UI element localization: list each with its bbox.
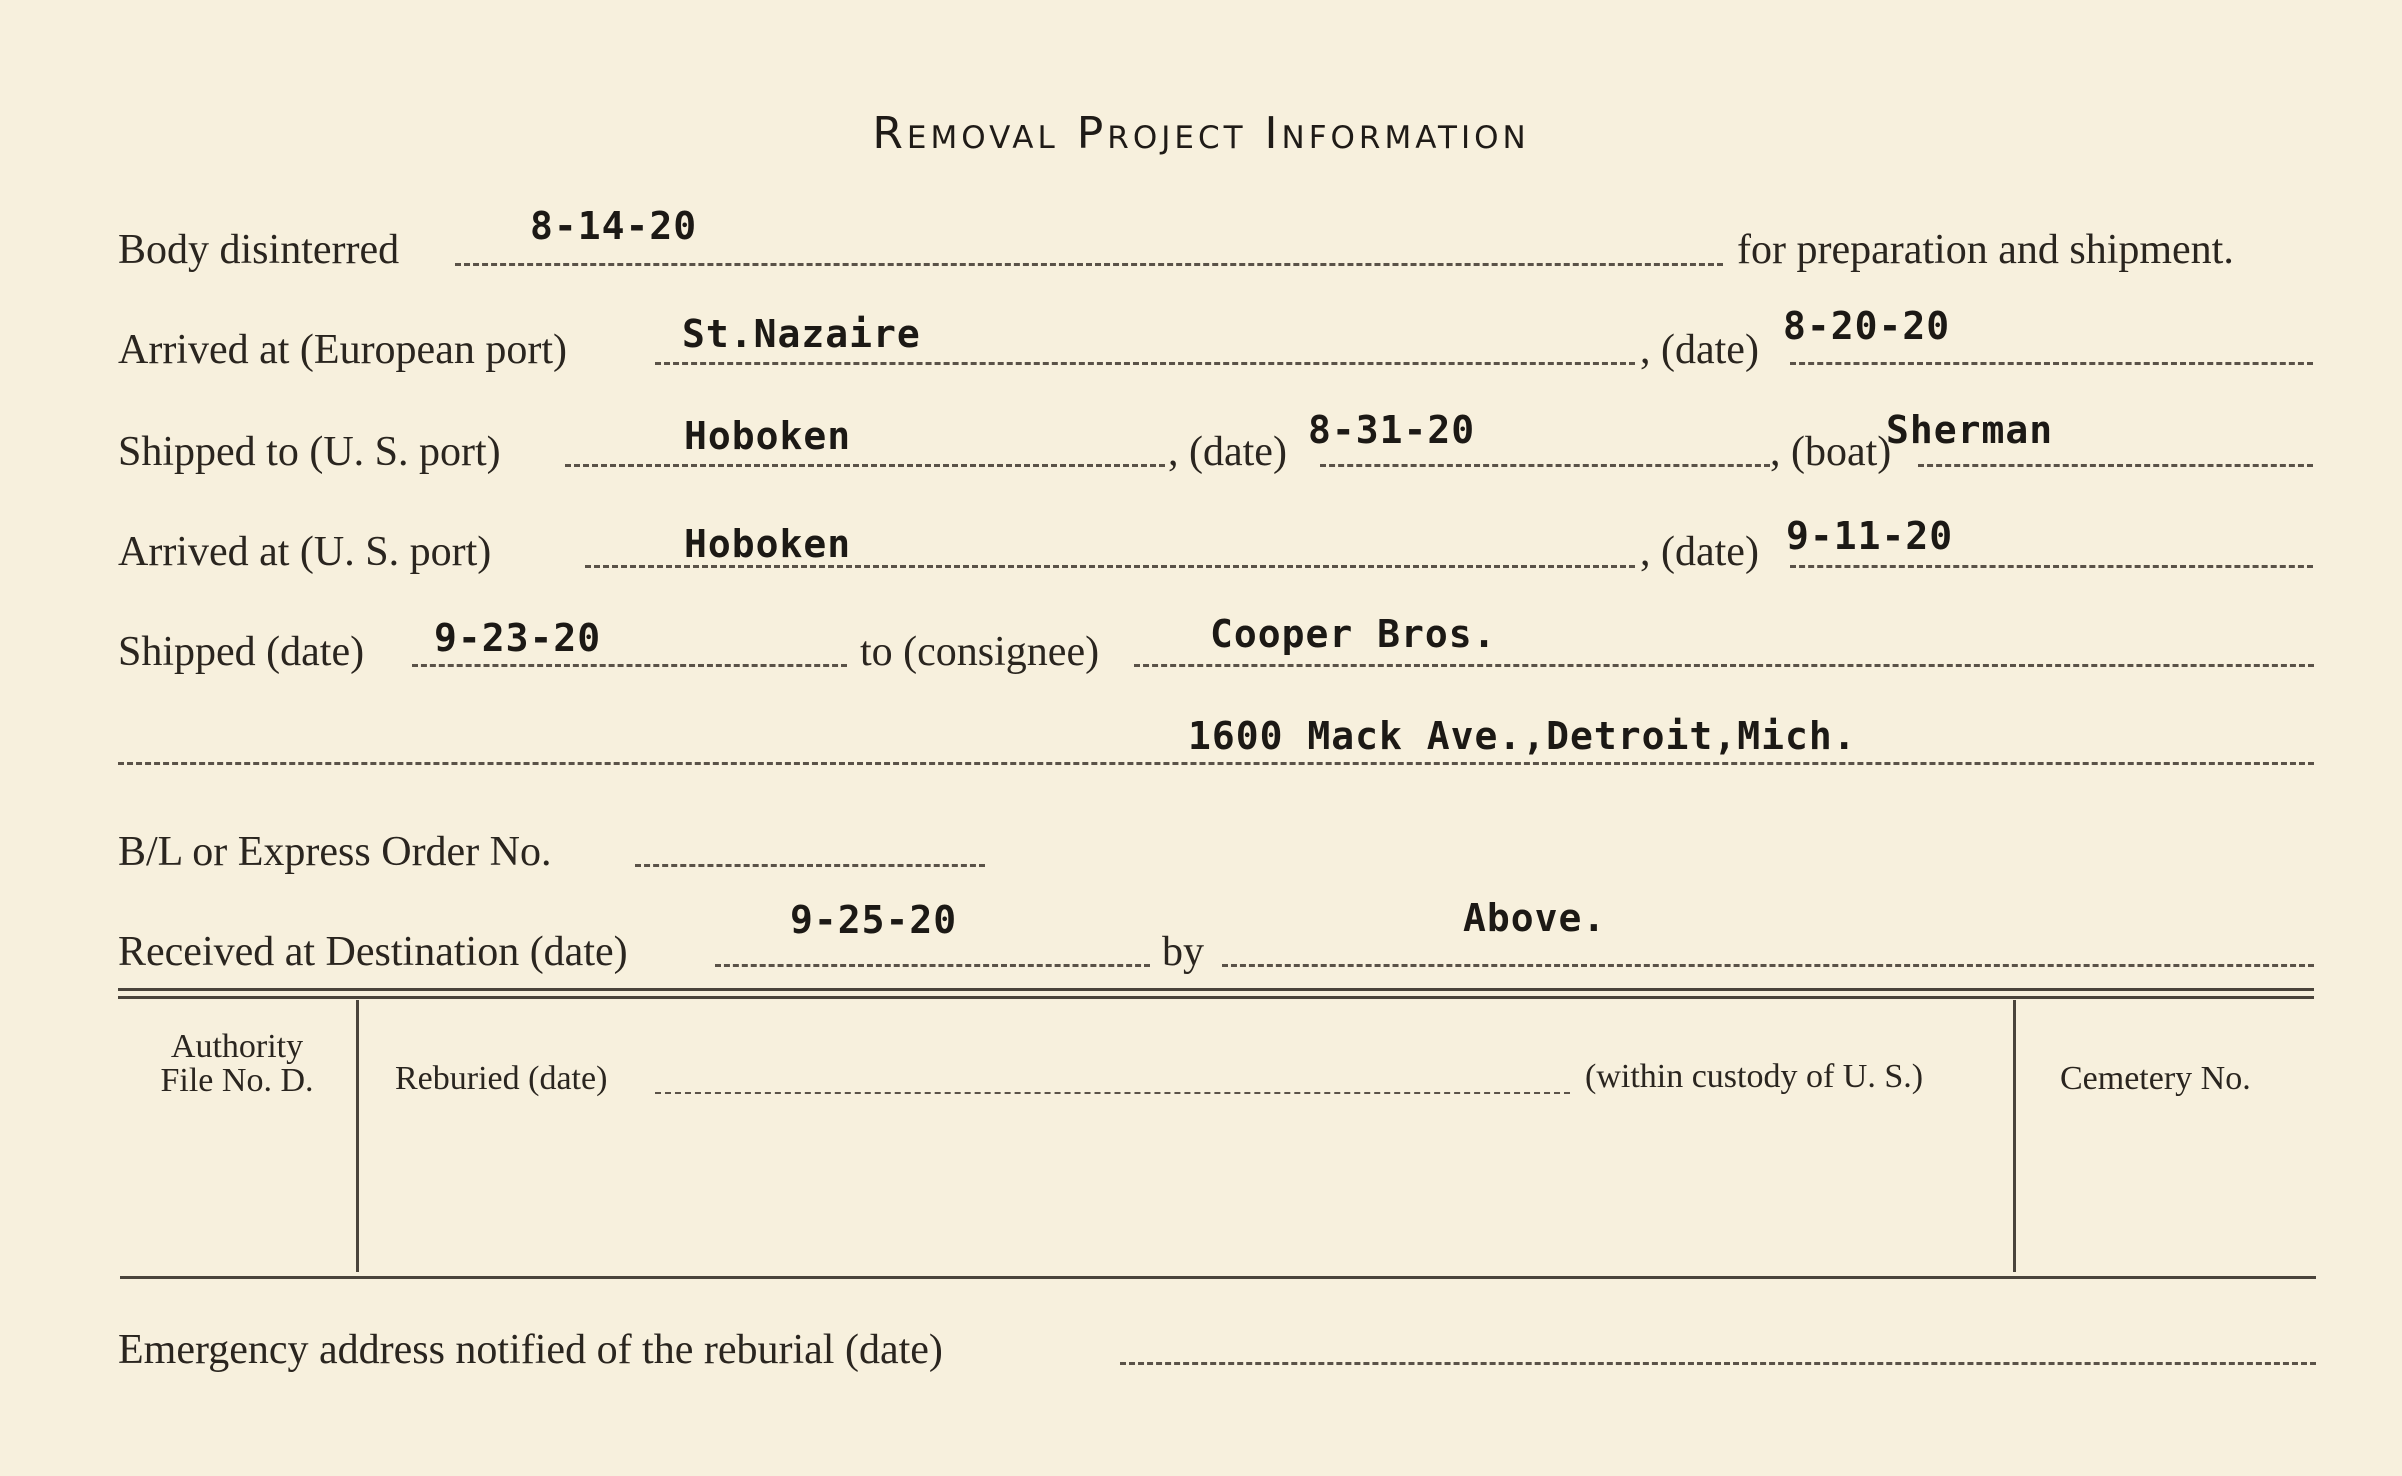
shipped-us-port[interactable]: Hoboken bbox=[684, 414, 852, 458]
table-top-rule-2 bbox=[118, 996, 2314, 999]
boat-value[interactable]: Sherman bbox=[1886, 408, 2054, 452]
arrived-us-date[interactable]: 9-11-20 bbox=[1786, 514, 1954, 558]
table-top-rule-1 bbox=[118, 988, 2314, 991]
arrived-us-label: Arrived at (U. S. port) bbox=[118, 529, 492, 575]
disinterred-date[interactable]: 8-14-20 bbox=[530, 204, 698, 248]
european-port-line bbox=[655, 362, 1635, 365]
reburied-label: Reburied (date) bbox=[395, 1060, 608, 1097]
card-title: Removal Project Information bbox=[872, 108, 1530, 159]
authority-label-line2: File No. D. bbox=[160, 1062, 314, 1099]
shipped-us-date-label: , (date) bbox=[1168, 429, 1287, 475]
received-by-value[interactable]: Above. bbox=[1463, 896, 1607, 940]
shipped-us-date[interactable]: 8-31-20 bbox=[1308, 408, 1476, 452]
arrived-us-port[interactable]: Hoboken bbox=[684, 522, 852, 566]
table-divider-left bbox=[356, 1000, 359, 1272]
european-port-label: Arrived at (European port) bbox=[118, 327, 567, 373]
emergency-label: Emergency address notified of the reburial (date) bbox=[118, 1327, 943, 1373]
consignee-value[interactable]: Cooper Bros. bbox=[1210, 612, 1497, 656]
emergency-line[interactable] bbox=[1120, 1362, 2316, 1365]
shipped-date-value[interactable]: 9-23-20 bbox=[434, 616, 602, 660]
shipped-us-label: Shipped to (U. S. port) bbox=[118, 429, 501, 475]
european-date-value[interactable]: 8-20-20 bbox=[1783, 304, 1951, 348]
received-label: Received at Destination (date) bbox=[118, 929, 628, 975]
arrived-us-date-label: , (date) bbox=[1640, 529, 1759, 575]
boat-line bbox=[1918, 464, 2313, 467]
consignee-line bbox=[1134, 664, 2314, 667]
shipped-us-date-line bbox=[1320, 464, 1770, 467]
authority-label-line1: Authority bbox=[170, 1028, 304, 1065]
shipped-us-line bbox=[565, 464, 1165, 467]
received-by-line bbox=[1222, 964, 2314, 967]
disinterred-suffix: for preparation and shipment. bbox=[1737, 227, 2234, 273]
table-divider-right bbox=[2013, 1000, 2016, 1272]
custody-label: (within custody of U. S.) bbox=[1585, 1058, 1924, 1095]
disinterred-line bbox=[455, 263, 1723, 266]
european-date-line bbox=[1790, 362, 2313, 365]
bl-label: B/L or Express Order No. bbox=[118, 829, 552, 875]
european-date-label: , (date) bbox=[1640, 327, 1759, 373]
shipped-date-line bbox=[412, 664, 847, 667]
arrived-us-date-line bbox=[1790, 565, 2313, 568]
address-line bbox=[118, 762, 2314, 765]
received-by-label: by bbox=[1162, 929, 1204, 975]
european-port-value[interactable]: St.Nazaire bbox=[682, 312, 921, 356]
disinterred-label: Body disinterred bbox=[118, 227, 400, 273]
consignee-label: to (consignee) bbox=[860, 629, 1100, 675]
bl-line[interactable] bbox=[635, 864, 985, 867]
received-date-value[interactable]: 9-25-20 bbox=[790, 898, 958, 942]
table-bottom-rule bbox=[120, 1276, 2316, 1279]
address-value[interactable]: 1600 Mack Ave.,Detroit,Mich. bbox=[1188, 714, 1857, 758]
received-date-line bbox=[715, 964, 1150, 967]
reburied-line[interactable] bbox=[655, 1092, 1570, 1094]
shipped-date-label: Shipped (date) bbox=[118, 629, 365, 675]
cemetery-no-label: Cemetery No. bbox=[2060, 1060, 2251, 1097]
boat-label: , (boat) bbox=[1770, 429, 1892, 475]
